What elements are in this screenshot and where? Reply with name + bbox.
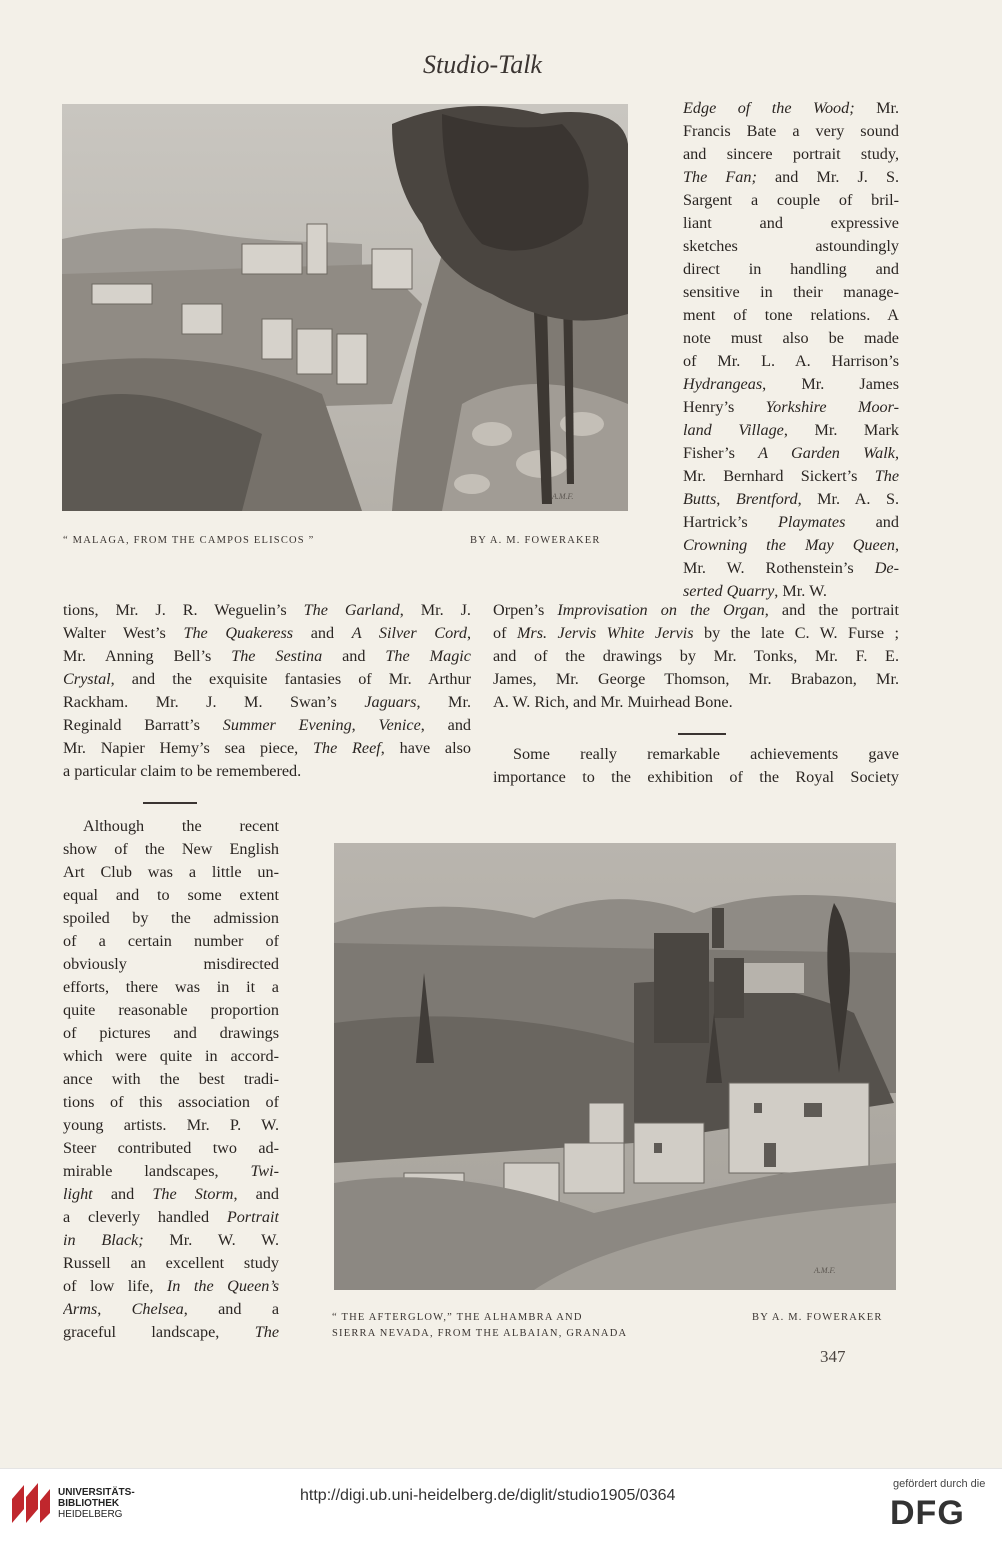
text-line: Although the recent bbox=[83, 817, 279, 835]
library-line-3: HEIDELBERG bbox=[58, 1509, 123, 1520]
text-line: Art Club was a little un- bbox=[63, 863, 279, 881]
text-line: Crystal, and the exquisite fantasies of Mr. Arthur bbox=[63, 670, 471, 688]
text-line: a particular claim to be remembered. bbox=[63, 762, 302, 780]
text-line: Rackham. Mr. J. M. Swan’s Jaguars, Mr. bbox=[63, 693, 471, 711]
text-line: and of the drawings by Mr. Tonks, Mr. F. E. bbox=[493, 647, 899, 665]
plate1-caption-artist: BY A. M. FOWERAKER bbox=[470, 535, 601, 546]
malaga-painting bbox=[62, 104, 628, 511]
text-line: which were quite in accord- bbox=[63, 1047, 279, 1065]
text-line: Hydrangeas, Mr. James bbox=[683, 375, 899, 393]
text-line: in Black; Mr. W. W. bbox=[63, 1231, 279, 1249]
plate2-caption-line1: “ THE AFTERGLOW,” THE ALHAMBRA AND bbox=[332, 1312, 583, 1323]
text-line: mirable landscapes, Twi- bbox=[63, 1162, 279, 1180]
text-line: graceful landscape, The bbox=[63, 1323, 279, 1341]
text-line: sketches astoundingly bbox=[683, 237, 899, 255]
plate1-caption-title: “ MALAGA, FROM THE CAMPOS ELISCOS ” bbox=[63, 535, 315, 546]
funded-by-label: gefördert durch die bbox=[893, 1478, 986, 1490]
page-title: Studio-Talk bbox=[423, 50, 542, 79]
text-line: tions of this association of bbox=[63, 1093, 279, 1111]
text-line: efforts, there was in it a bbox=[63, 978, 279, 996]
text-line: A. W. Rich, and Mr. Muirhead Bone. bbox=[493, 693, 733, 711]
text-line: Walter West’s The Quakeress and A Silver Cord, bbox=[63, 624, 471, 642]
text-line: note must also be made bbox=[683, 329, 899, 347]
library-name bbox=[58, 1487, 135, 1520]
text-line: obviously misdirected bbox=[63, 955, 279, 973]
plate2-caption-line2: SIERRA NEVADA, FROM THE ALBAIAN, GRANADA bbox=[332, 1328, 628, 1339]
text-line: ment of tone relations. A bbox=[683, 306, 899, 324]
text-line: Fisher’s A Garden Walk, bbox=[683, 444, 899, 462]
text-line: quite reasonable proportion bbox=[63, 1001, 279, 1019]
section-divider bbox=[143, 802, 197, 804]
text-line: Butts, Brentford, Mr. A. S. bbox=[683, 490, 899, 508]
library-logo-icon bbox=[8, 1479, 52, 1527]
text-line: serted Quarry, Mr. W. bbox=[683, 582, 827, 600]
text-line: spoiled by the admission bbox=[63, 909, 279, 927]
text-line: liant and expressive bbox=[683, 214, 899, 232]
text-line: importance to the exhibition of the Royal Society bbox=[493, 768, 899, 786]
text-line: Crowning the May Queen, bbox=[683, 536, 899, 554]
source-url-link[interactable]: http://digi.ub.uni-heidelberg.de/diglit/studio1905/0364 bbox=[300, 1487, 676, 1504]
text-line: Mr. W. Rothenstein’s De- bbox=[683, 559, 899, 577]
text-line: of low life, In the Queen’s bbox=[63, 1277, 279, 1295]
dfg-logo: DFG bbox=[890, 1494, 965, 1532]
plate2-caption-artist: BY A. M. FOWERAKER bbox=[752, 1312, 883, 1323]
text-line: of Mrs. Jervis White Jervis by the late C. W. Furse ; bbox=[493, 624, 899, 642]
text-line: Mr. Bernhard Sickert’s The bbox=[683, 467, 899, 485]
text-line: Mr. Napier Hemy’s sea piece, The Reef, have also bbox=[63, 739, 471, 757]
text-line: Hartrick’s Playmates and bbox=[683, 513, 899, 531]
text-line: sensitive in their manage- bbox=[683, 283, 899, 301]
page-number: 347 bbox=[820, 1347, 846, 1366]
text-line: Mr. Anning Bell’s The Sestina and The Magic bbox=[63, 647, 471, 665]
text-line: Steer contributed two ad- bbox=[63, 1139, 279, 1157]
text-line: Russell an excellent study bbox=[63, 1254, 279, 1272]
alhambra-signature: A.M.F. bbox=[814, 1266, 836, 1275]
text-line: of pictures and drawings bbox=[63, 1024, 279, 1042]
library-line-2: BIBLIOTHEK bbox=[58, 1498, 120, 1509]
text-line: Edge of the Wood; Mr. bbox=[683, 99, 899, 117]
text-line: land Village, Mr. Mark bbox=[683, 421, 899, 439]
text-line: Arms, Chelsea, and a bbox=[63, 1300, 279, 1318]
text-line: tions, Mr. J. R. Weguelin’s The Garland, Mr. J. bbox=[63, 601, 471, 619]
text-line: and sincere portrait study, bbox=[683, 145, 899, 163]
text-line: equal and to some extent bbox=[63, 886, 279, 904]
text-line: young artists. Mr. P. W. bbox=[63, 1116, 279, 1134]
text-line: a cleverly handled Portrait bbox=[63, 1208, 279, 1226]
text-line: Reginald Barratt’s Summer Evening, Venice, and bbox=[63, 716, 471, 734]
library-line-1: UNIVERSITÄTS- bbox=[58, 1487, 135, 1498]
footer-bar bbox=[0, 1468, 1002, 1542]
text-line: Henry’s Yorkshire Moor- bbox=[683, 398, 899, 416]
plate-malaga bbox=[62, 104, 628, 511]
malaga-signature: A.M.F. bbox=[552, 492, 574, 501]
text-line: light and The Storm, and bbox=[63, 1185, 279, 1203]
text-line: Sargent a couple of bril- bbox=[683, 191, 899, 209]
text-line: of a certain number of bbox=[63, 932, 279, 950]
text-line: James, Mr. George Thomson, Mr. Brabazon, Mr. bbox=[493, 670, 899, 688]
text-line: show of the New English bbox=[63, 840, 279, 858]
plate-alhambra bbox=[334, 843, 896, 1290]
section-divider bbox=[678, 733, 726, 735]
text-line: The Fan; and Mr. J. S. bbox=[683, 168, 899, 186]
text-line: ance with the best tradi- bbox=[63, 1070, 279, 1088]
text-line: Orpen’s Improvisation on the Organ, and the portrait bbox=[493, 601, 899, 619]
text-line: direct in handling and bbox=[683, 260, 899, 278]
text-line: Francis Bate a very sound bbox=[683, 122, 899, 140]
text-line: Some really remarkable achievements gave bbox=[513, 745, 899, 763]
text-line: of Mr. L. A. Harrison’s bbox=[683, 352, 899, 370]
alhambra-painting bbox=[334, 843, 896, 1290]
